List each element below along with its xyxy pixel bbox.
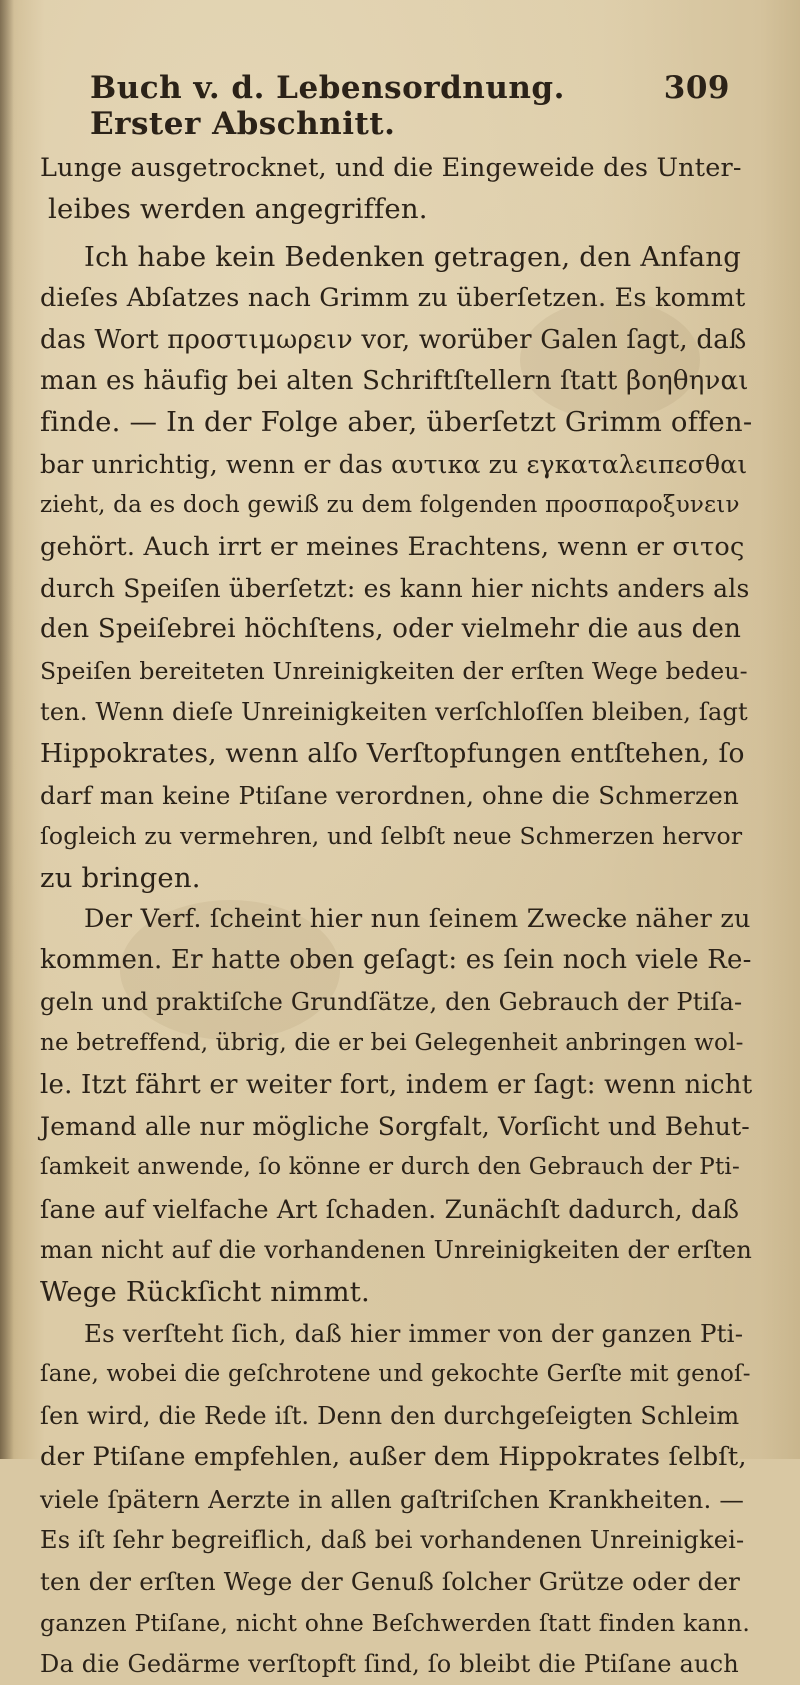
text-line: finde. — In der Folge aber, überſetzt Grimm offen- <box>40 406 753 439</box>
text-line: ſane auf vielfache Art ſchaden. Zunächſt dadurch, daß <box>40 1194 740 1224</box>
text-line: ſen wird, die Rede iſt. Denn den durchgeſeigten Schleim <box>40 1401 740 1430</box>
text-line: geln und praktiſche Grundſätze, den Gebrauch der Ptiſa- <box>40 987 743 1016</box>
text-line: ten der erſten Wege der Genuß ſolcher Grütze oder der <box>40 1567 741 1597</box>
text-line: das Wort προστιμωρειν vor, worüber Galen ſagt, daß <box>40 324 747 355</box>
text-line: durch Speiſen überſetzt: es kann hier nichts anders als <box>40 573 750 603</box>
text-line: Ich habe kein Bedenken getragen, den Anfang <box>84 240 742 273</box>
body-text <box>40 148 752 1685</box>
running-title: Buch v. d. Lebensordnung. Erster Abschnitt. <box>90 70 565 142</box>
text-line: ſamkeit anwende, ſo könne er durch den Gebrauch der Pti- <box>40 1154 740 1181</box>
text-line: Da die Gedärme verſtopft ſind, ſo bleibt die Ptiſane auch <box>40 1650 739 1679</box>
page-number: 309 <box>663 70 730 106</box>
text-line: Jemand alle nur mögliche Sorgfalt, Vorſicht und Behut- <box>40 1111 750 1141</box>
text-line: man es häufig bei alten Schriftſtellern ſtatt βοηθηναι <box>40 365 749 396</box>
text-line: man nicht auf die vorhandenen Unreinigkeiten der erſten <box>40 1236 753 1265</box>
text-line: Hippokrates, wenn alſo Verſtopfungen entſtehen, ſo <box>40 738 745 770</box>
text-line: darf man keine Ptiſane verordnen, ohne die Schmerzen <box>40 780 739 810</box>
text-line: zieht, da es doch gewiß zu dem folgenden προσπαροξυνειν <box>40 492 740 519</box>
text-line: ſane, wobei die geſchrotene und gekochte Gerſte mit genoſ- <box>40 1361 751 1388</box>
text-line: dieſes Abſatzes nach Grimm zu überſetzen. Es kommt <box>40 283 746 314</box>
text-line: kommen. Er hatte oben geſagt: es ſein noch viele Re- <box>40 945 752 976</box>
text-line: Lunge ausgetrocknet, und die Eingeweide des Unter- <box>40 153 742 183</box>
running-header <box>90 70 730 142</box>
text-line: der Ptiſane empfehlen, außer dem Hippokrates ſelbſt, <box>40 1442 747 1473</box>
text-line: Der Verf. ſcheint hier nun ſeinem Zwecke näher zu <box>84 904 751 935</box>
text-line: den Speiſebrei höchſtens, oder vielmehr die aus den <box>40 614 742 645</box>
text-line: Es verſteht ſich, daß hier immer von der ganzen Pti- <box>84 1318 744 1348</box>
text-line: bar unrichtig, wenn er das αυτικα zu εγκαταλειπεσθαι <box>40 449 748 479</box>
text-line: zu bringen. <box>40 861 201 894</box>
text-line: Speiſen bereiteten Unreinigkeiten der erſten Wege bedeu- <box>40 656 748 685</box>
text-line: ten. Wenn dieſe Unreinigkeiten verſchloſſen bleiben, ſagt <box>40 698 748 727</box>
gutter-shadow <box>0 0 14 1459</box>
text-line: gehört. Auch irrt er meines Erachtens, wenn er σιτος <box>40 531 745 562</box>
text-line: Es iſt ſehr begreiflich, daß bei vorhandenen Unreinigkei- <box>40 1525 745 1554</box>
text-line: leibes werden angegriffen. <box>48 193 428 226</box>
text-line: ne betreffend, übrig, die er bei Gelegenheit anbringen wol- <box>40 1030 744 1057</box>
text-line: ganzen Ptiſane, nicht ohne Beſchwerden ſtatt finden kann. <box>40 1608 750 1637</box>
text-line: Wege Rückſicht nimmt. <box>40 1275 370 1308</box>
text-line: viele ſpätern Aerzte in allen gaſtriſchen Krankheiten. — <box>40 1484 745 1514</box>
text-line: ſogleich zu vermehren, und ſelbſt neue Schmerzen hervor <box>40 822 743 851</box>
text-line: le. Itzt fährt er weiter fort, indem er ſagt: wenn nicht <box>40 1069 753 1100</box>
